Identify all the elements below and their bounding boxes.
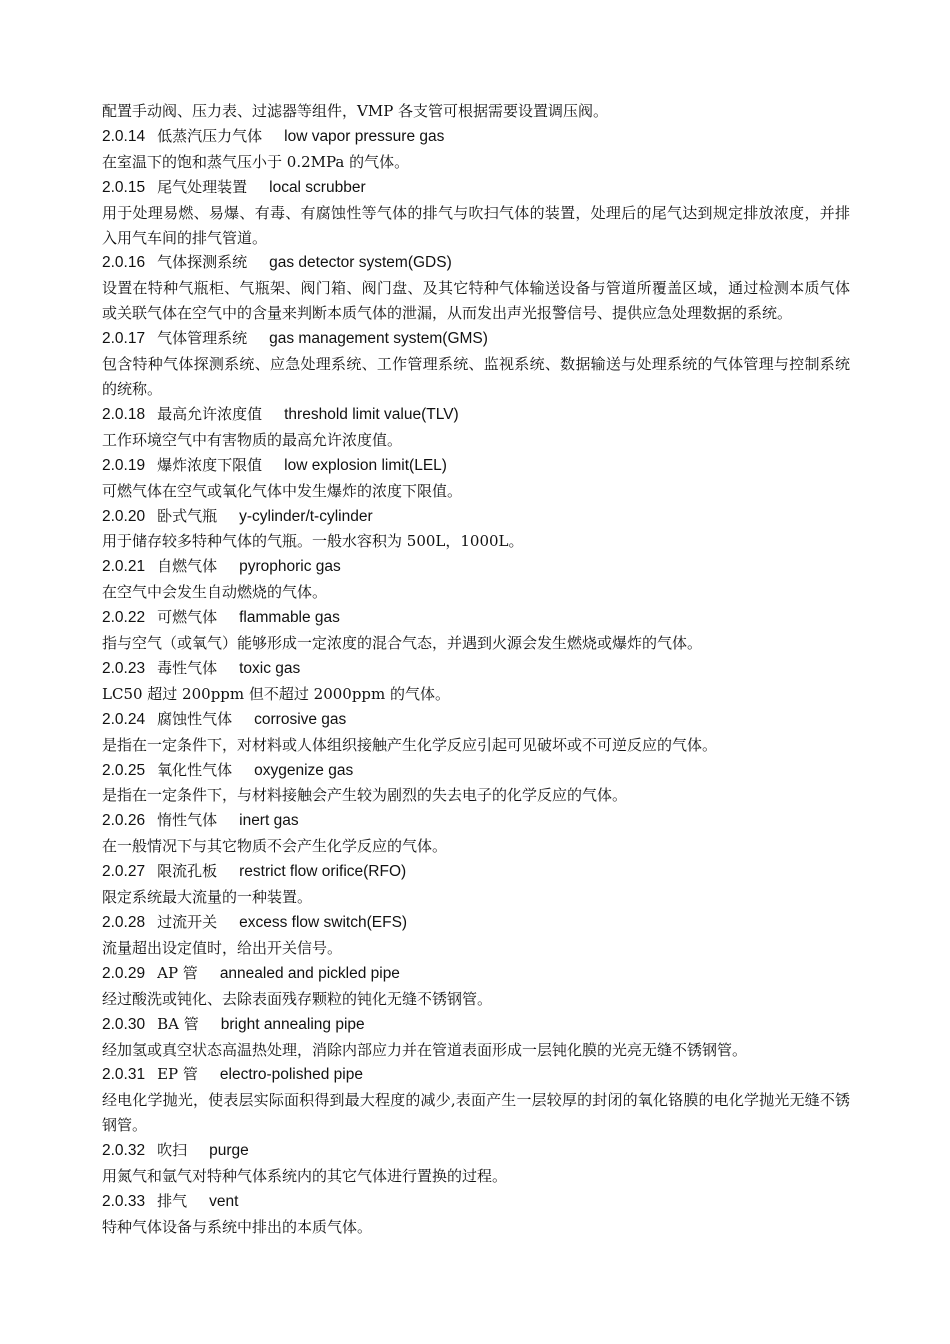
term-chinese: 限流孔板 <box>157 862 218 881</box>
term-heading <box>102 1062 850 1088</box>
term-english: excess flow switch(EFS) <box>239 914 408 931</box>
term-definition: 特种气体设备与系统中排出的本质气体。 <box>102 1217 373 1236</box>
term-number: 2.0.23 <box>102 659 146 677</box>
term-definition: 设置在特种气瓶柜、气瓶架、阀门箱、阀门盘、及其它特种气体输送设备与管道所覆盖区域，通过检测本质气体或关联气体在空气中的含量来判断本质气体的泄漏，从而发出声光报警信号、提供应急处理数据的系统。 <box>102 279 850 323</box>
term-english: bright annealing pipe <box>220 1015 365 1033</box>
term-number: 2.0.25 <box>102 761 146 779</box>
term-heading <box>102 808 850 834</box>
term-chinese: 爆炸浓度下限值 <box>157 455 263 474</box>
term-definition: 工作环境空气中有害物质的最高允许浓度值。 <box>102 430 403 449</box>
term-heading <box>102 707 850 733</box>
term-definition: 经过酸洗或钝化、去除表面残存颗粒的钝化无缝不锈钢管。 <box>102 989 493 1008</box>
term-heading <box>102 554 850 580</box>
term-definition: 是指在一定条件下，与材料接触会产生较为剧烈的失去电子的化学反应的气体。 <box>102 786 628 805</box>
term-english: purge <box>209 1142 249 1160</box>
term-number: 2.0.17 <box>102 330 146 348</box>
term-english: local scrubber <box>269 178 366 196</box>
term-number: 2.0.16 <box>102 254 146 272</box>
term-number: 2.0.21 <box>102 558 146 576</box>
term-number: 2.0.33 <box>102 1192 146 1210</box>
term-heading <box>102 1189 850 1215</box>
term-chinese: BA 管 <box>157 1014 199 1033</box>
term-english: annealed and pickled pipe <box>219 964 400 982</box>
term-definition: LC50 超过 200ppm 但不超过 2000ppm 的气体。 <box>102 684 451 703</box>
term-definition: 流量超出设定值时，给出开关信号。 <box>102 938 343 957</box>
term-number: 2.0.14 <box>102 127 146 145</box>
term-chinese: 氧化性气体 <box>157 760 233 779</box>
term-heading <box>102 504 850 530</box>
term-english: y-cylinder/t-cylinder <box>239 507 373 525</box>
term-heading <box>102 175 850 201</box>
term-heading <box>102 250 850 276</box>
term-definition: 在一般情况下与其它物质不会产生化学反应的气体。 <box>102 837 448 856</box>
term-english: oxygenize gas <box>254 761 354 779</box>
term-english: vent <box>209 1192 239 1210</box>
term-english: pyrophoric gas <box>239 558 341 576</box>
term-chinese: 排气 <box>157 1191 188 1210</box>
term-definition: 经加氢或真空状态高温热处理，消除内部应力并在管道表面形成一层钝化膜的光亮无缝不锈钢管。 <box>102 1040 748 1059</box>
term-chinese: 气体探测系统 <box>157 253 248 272</box>
term-heading <box>102 124 850 150</box>
term-english: electro-polished pipe <box>219 1066 363 1084</box>
term-heading <box>102 1138 850 1164</box>
term-number: 2.0.27 <box>102 863 146 881</box>
term-number: 2.0.18 <box>102 405 146 423</box>
term-definition: 可燃气体在空气或氧化气体中发生爆炸的浓度下限值。 <box>102 481 463 500</box>
term-english: threshold limit value(TLV) <box>284 405 459 423</box>
term-heading <box>102 326 850 352</box>
term-english: low vapor pressure gas <box>284 127 445 145</box>
document-page <box>102 99 850 1240</box>
term-number: 2.0.24 <box>102 710 146 728</box>
term-english: corrosive gas <box>254 710 347 728</box>
term-chinese: 吹扫 <box>157 1141 188 1160</box>
term-english: flammable gas <box>239 609 340 627</box>
term-heading <box>102 910 850 936</box>
term-definition: 是指在一定条件下，对材料或人体组织接触产生化学反应引起可见破坏或不可逆反应的气体。 <box>102 735 718 754</box>
term-chinese: 惰性气体 <box>157 811 218 830</box>
term-chinese: 自燃气体 <box>157 557 218 576</box>
term-number: 2.0.28 <box>102 914 146 931</box>
term-heading <box>102 1012 850 1038</box>
term-definition: 用氮气和氩气对特种气体系统内的其它气体进行置换的过程。 <box>102 1167 508 1186</box>
term-chinese: AP 管 <box>157 963 198 982</box>
term-english: restrict flow orifice(RFO) <box>239 863 407 881</box>
term-chinese: 最高允许浓度值 <box>157 404 263 423</box>
term-chinese: 气体管理系统 <box>157 329 248 348</box>
term-definition: 用于处理易燃、易爆、有毒、有腐蚀性等气体的排气与吹扫气体的装置，处理后的尾气达到规定排放浓度，并排入用气车间的排气管道。 <box>102 203 850 247</box>
term-number: 2.0.32 <box>102 1142 146 1160</box>
term-heading <box>102 758 850 784</box>
term-chinese: 过流开关 <box>157 913 218 931</box>
term-definition: 在空气中会发生自动燃烧的气体。 <box>102 583 328 602</box>
term-english: gas management system(GMS) <box>269 330 488 348</box>
term-english: toxic gas <box>239 659 301 677</box>
term-number: 2.0.31 <box>102 1066 146 1084</box>
term-number: 2.0.15 <box>102 178 146 196</box>
term-english: low explosion limit(LEL) <box>284 456 447 474</box>
term-definition: 指与空气（或氧气）能够形成一定浓度的混合气态，并遇到火源会发生燃烧或爆炸的气体。 <box>102 634 703 653</box>
term-list <box>102 124 850 1240</box>
term-heading <box>102 656 850 682</box>
term-heading <box>102 453 850 479</box>
term-chinese: EP 管 <box>157 1065 198 1084</box>
term-definition: 包含特种气体探测系统、应急处理系统、工作管理系统、监视系统、数据输送与处理系统的气体管理与控制系统的统称。 <box>102 355 850 398</box>
term-definition: 用于储存较多特种气体的气瓶。一般水容积为 500L，1000L。 <box>102 532 524 551</box>
lead-paragraph: 配置手动阀、压力表、过滤器等组件，VMP 各支管可根据需要设置调压阀。 <box>102 102 609 120</box>
term-chinese: 低蒸汽压力气体 <box>157 126 263 145</box>
term-chinese: 卧式气瓶 <box>157 506 218 525</box>
term-definition: 在室温下的饱和蒸气压小于 0.2MPa 的气体。 <box>102 152 410 171</box>
term-number: 2.0.22 <box>102 609 146 627</box>
term-english: gas detector system(GDS) <box>269 254 452 272</box>
term-heading <box>102 605 850 631</box>
term-chinese: 腐蚀性气体 <box>157 709 233 728</box>
term-definition: 经电化学抛光，使表层实际面积得到最大程度的减少,表面产生一层较厚的封闭的氧化铬膜的电化学抛光无缝不锈钢管。 <box>102 1091 850 1135</box>
term-heading <box>102 859 850 885</box>
term-number: 2.0.26 <box>102 812 146 830</box>
term-chinese: 毒性气体 <box>157 658 218 677</box>
term-english: inert gas <box>239 812 299 830</box>
term-number: 2.0.29 <box>102 964 146 982</box>
term-chinese: 尾气处理装置 <box>157 177 248 196</box>
term-definition: 限定系统最大流量的一种装置。 <box>102 888 313 907</box>
term-number: 2.0.20 <box>102 507 146 525</box>
term-number: 2.0.19 <box>102 456 146 474</box>
term-heading <box>102 402 850 428</box>
term-chinese: 可燃气体 <box>157 608 218 627</box>
term-heading <box>102 961 850 987</box>
term-number: 2.0.30 <box>102 1015 146 1033</box>
